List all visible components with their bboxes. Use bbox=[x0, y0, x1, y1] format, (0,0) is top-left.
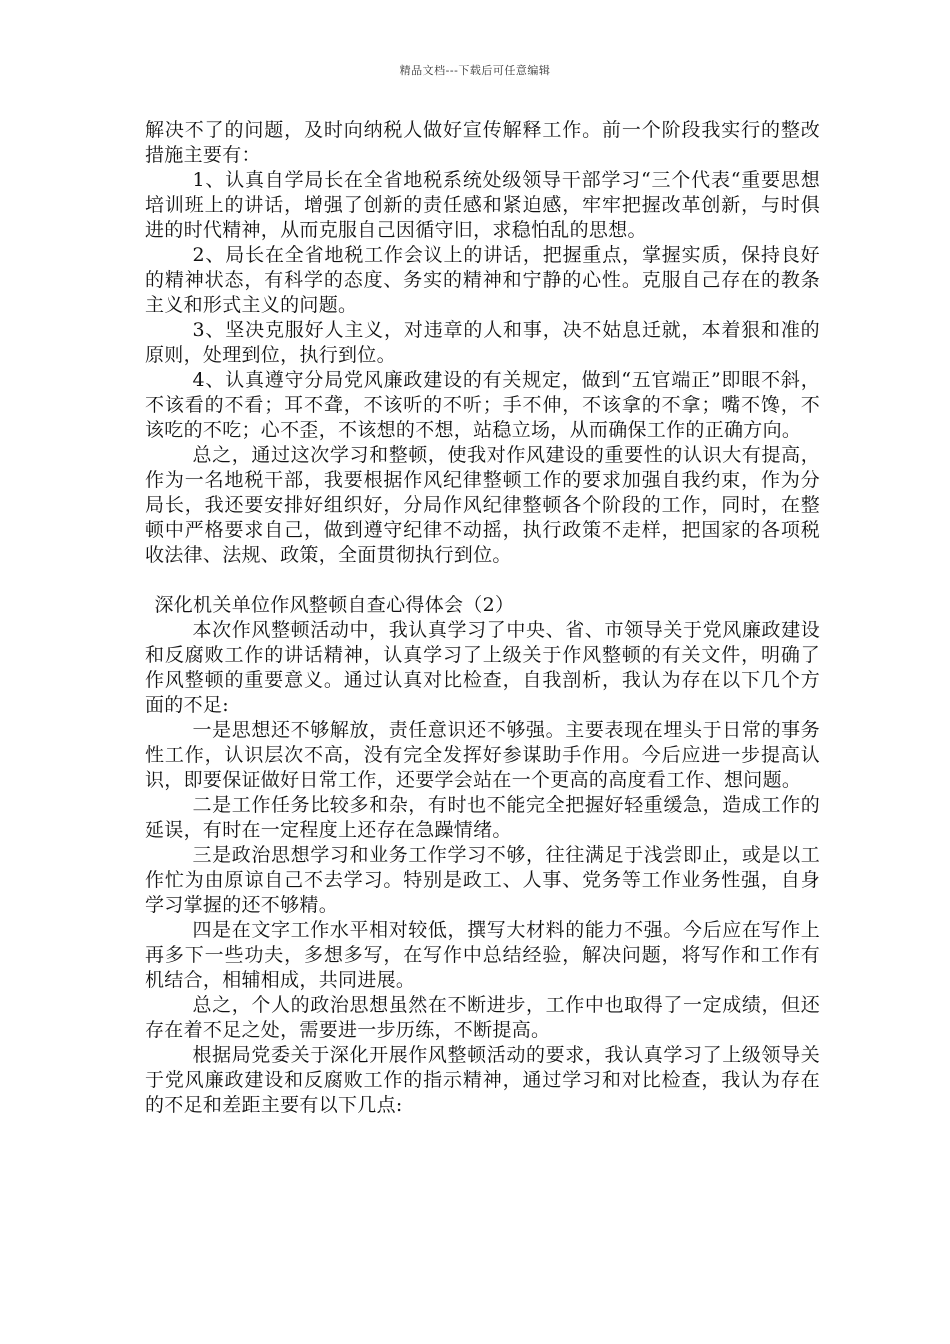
paragraph: 3、坚决克服好人主义，对违章的人和事，决不姑息迁就，本着狠和准的原则，处理到位，执行到位。 bbox=[145, 319, 820, 366]
paragraph: 2、局长在全省地税工作会议上的讲话，把握重点，掌握实质，保持良好的精神状态，有科学的态度、务实的精神和宁静的心性。克服自己存在的教条主义和形式主义的问题。 bbox=[145, 244, 820, 316]
paragraph: 总之，通过这次学习和整顿，使我对作风建设的重要性的认识大有提高，作为一名地税干部，我要根据作风纪律整顿工作的要求加强自我约束，作为分局长，我还要安排好组织好，分局作风纪律整顿各个阶段的工作，同时，在整顿中严格要求自己，做到遵守纪律不动摇，执行政策不走样，把国家的各项税收法律、法规、政策，全面贯彻执行到位。 bbox=[145, 444, 820, 566]
paragraph: 二是工作任务比较多和杂，有时也不能完全把握好轻重缓急，造成工作的延误，有时在一定程度上还存在急躁情绪。 bbox=[145, 794, 820, 841]
paragraph: 解决不了的问题，及时向纳税人做好宣传解释工作。前一个阶段我实行的整改措施主要有： bbox=[145, 119, 820, 166]
paragraph: 本次作风整顿活动中，我认真学习了中央、省、市领导关于党风廉政建设和反腐败工作的讲话精神，认真学习了上级关于作风整顿的有关文件，明确了作风整顿的重要意义。通过认真对比检查，自我剖析，我认为存在以下几个方面的不足: bbox=[145, 619, 820, 716]
page-header-note: 精品文档---下载后可任意编辑 bbox=[399, 64, 551, 77]
paragraph: 四是在文字工作水平相对较低，撰写大材料的能力不强。今后应在写作上再多下一些功夫，多想多写，在写作中总结经验，解决问题，将写作和工作有机结合，相辅相成，共同进展。 bbox=[145, 919, 820, 991]
document-body bbox=[145, 118, 820, 1118]
paragraph: 一是思想还不够解放，责任意识还不够强。主要表现在埋头于日常的事务性工作，认识层次不高，没有完全发挥好参谋助手作用。今后应进一步提高认识，即要保证做好日常工作，还要学会站在一个更高的高度看工作、想问题。 bbox=[145, 719, 820, 791]
section-title: 深化机关单位作风整顿自查心得体会（2） bbox=[154, 594, 515, 616]
paragraph: 根据局党委关于深化开展作风整顿活动的要求，我认真学习了上级领导关于党风廉政建设和反腐败工作的指示精神，通过学习和对比检查，我认为存在的不足和差距主要有以下几点: bbox=[145, 1044, 820, 1116]
paragraph: 4、认真遵守分局党风廉政建设的有关规定，做到“五官端正”即眼不斜，不该看的不看；耳不聋，不该听的不听；手不伸，不该拿的不拿；嘴不馋，不该吃的不吃；心不歪，不该想的不想，站稳立场，从而确保工作的正确方向。 bbox=[145, 369, 820, 441]
paragraph: 三是政治思想学习和业务工作学习不够，往往满足于浅尝即止，或是以工作忙为由原谅自己不去学习。特别是政工、人事、党务等工作业务性强，自身学习掌握的还不够精。 bbox=[145, 844, 820, 916]
paragraph: 1、认真自学局长在全省地税系统处级领导干部学习“三个代表“重要思想培训班上的讲话，增强了创新的责任感和紧迫感，牢牢把握改革创新，与时俱进的时代精神，从而克服自己因循守旧，求稳怕乱的思想。 bbox=[145, 169, 820, 241]
paragraph: 总之，个人的政治思想虽然在不断进步，工作中也取得了一定成绩，但还存在着不足之处，需要进一步历练，不断提高。 bbox=[145, 994, 820, 1041]
